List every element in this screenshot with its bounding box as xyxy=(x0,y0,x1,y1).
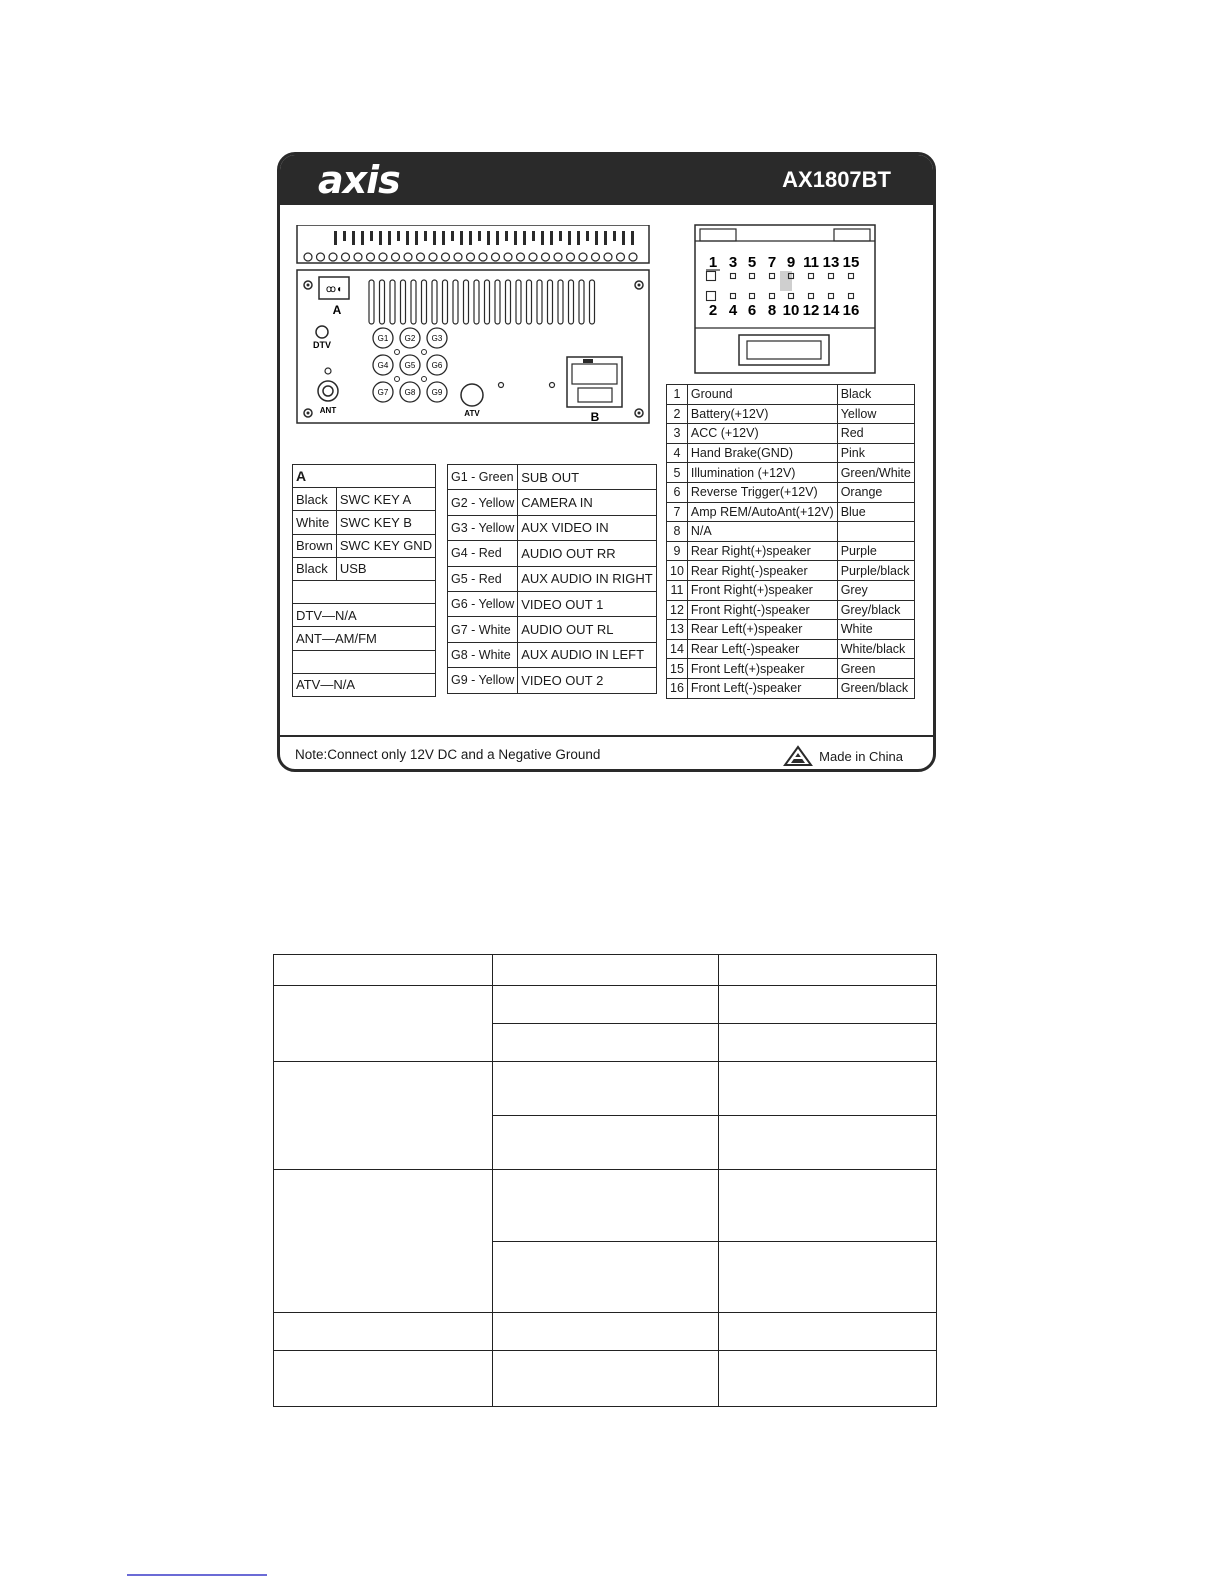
table-row xyxy=(667,424,915,444)
rca-jack-label: G5 xyxy=(404,361,416,370)
table-cell: G3 - Yellow xyxy=(448,515,518,540)
table-cell: White xyxy=(293,511,337,534)
table-cell: Black xyxy=(293,557,337,580)
table-cell xyxy=(719,1242,937,1313)
table-cell xyxy=(492,1116,719,1170)
table-cell: Front Left(+)speaker xyxy=(687,659,837,679)
made-in-label xyxy=(783,745,903,767)
table-cell: AUX AUDIO IN RIGHT xyxy=(518,566,656,591)
table-a-note: ANT—AM/FM xyxy=(293,627,436,650)
table-row xyxy=(448,515,657,540)
table-cell xyxy=(719,1062,937,1116)
rca-jack-grid xyxy=(373,328,447,402)
table-cell: Rear Right(+)speaker xyxy=(687,541,837,561)
table-cell: G6 - Yellow xyxy=(448,591,518,616)
table-row xyxy=(667,463,915,483)
pin-number: 2 xyxy=(708,302,718,319)
table-cell: AUDIO OUT RR xyxy=(518,541,656,566)
table-cell: G2 - Yellow xyxy=(448,490,518,515)
table-cell xyxy=(274,955,493,986)
label-b: B xyxy=(590,410,600,424)
table-cell xyxy=(492,955,719,986)
table-row xyxy=(293,534,436,557)
rca-jack-label: G6 xyxy=(431,361,443,370)
wiring-table xyxy=(666,384,915,699)
table-cell: 9 xyxy=(667,541,688,561)
table-a-note xyxy=(293,580,436,603)
table-row xyxy=(448,642,657,667)
rear-panel-diagram xyxy=(294,225,654,430)
table-cell: 6 xyxy=(667,482,688,502)
pin-number: 13 xyxy=(822,254,840,271)
table-cell: Green/White xyxy=(837,463,914,483)
table-cell: Hand Brake(GND) xyxy=(687,443,837,463)
table-cell: Rear Left(-)speaker xyxy=(687,639,837,659)
table-row xyxy=(667,482,915,502)
table-cell: Front Left(-)speaker xyxy=(687,678,837,698)
table-cell: Amp REM/AutoAnt(+12V) xyxy=(687,502,837,522)
table-cell xyxy=(492,1024,719,1062)
table-cell: Purple xyxy=(837,541,914,561)
rca-jack-label: G1 xyxy=(377,334,389,343)
table-cell: Black xyxy=(837,385,914,405)
table-cell xyxy=(274,1062,493,1170)
wiring-label-card xyxy=(277,152,936,772)
table-row xyxy=(448,617,657,642)
table-cell xyxy=(492,1062,719,1116)
compliance-mark-icon xyxy=(783,745,813,767)
table-cell xyxy=(274,1170,493,1313)
table-row xyxy=(667,522,915,542)
pin-number: 9 xyxy=(786,254,796,271)
pin-number: 14 xyxy=(822,302,840,319)
table-cell: USB xyxy=(336,557,435,580)
table-a-title: A xyxy=(293,465,436,488)
table-cell: Orange xyxy=(837,482,914,502)
table-cell: 11 xyxy=(667,580,688,600)
table-cell xyxy=(719,1170,937,1242)
table-cell xyxy=(274,986,493,1062)
table-cell: G5 - Red xyxy=(448,566,518,591)
pin-number: 7 xyxy=(767,254,777,271)
table-cell: VIDEO OUT 2 xyxy=(518,668,656,693)
table-cell: G7 - White xyxy=(448,617,518,642)
table-cell: AUDIO OUT RL xyxy=(518,617,656,642)
table-cell: Red xyxy=(837,424,914,444)
table-cell: G9 - Yellow xyxy=(448,668,518,693)
table-cell xyxy=(719,955,937,986)
table-cell xyxy=(719,986,937,1024)
table-cell: Battery(+12V) xyxy=(687,404,837,424)
table-cell: AUX AUDIO IN LEFT xyxy=(518,642,656,667)
table-row xyxy=(667,580,915,600)
table-cell xyxy=(837,522,914,542)
table-cell xyxy=(492,1313,719,1351)
table-row xyxy=(667,600,915,620)
table-cell xyxy=(719,1116,937,1170)
table-row xyxy=(448,668,657,693)
table-cell: Rear Right(-)speaker xyxy=(687,561,837,581)
connector-a-table xyxy=(292,464,436,697)
pin-number: 5 xyxy=(747,254,757,271)
table-cell xyxy=(719,1024,937,1062)
label-dtv: DTV xyxy=(313,340,331,350)
model-number: AX1807BT xyxy=(782,167,891,192)
table-row xyxy=(448,591,657,616)
table-cell: White/black xyxy=(837,639,914,659)
table-cell: Green/black xyxy=(837,678,914,698)
table-a-note xyxy=(293,650,436,673)
table-cell: G4 - Red xyxy=(448,541,518,566)
table-cell: 4 xyxy=(667,443,688,463)
table-row xyxy=(667,443,915,463)
table-row xyxy=(667,639,915,659)
pin-number: 1 xyxy=(708,254,718,271)
table-cell: Front Right(-)speaker xyxy=(687,600,837,620)
rca-table xyxy=(447,464,657,694)
table-cell: 7 xyxy=(667,502,688,522)
table-row xyxy=(667,620,915,640)
rca-jack-label: G8 xyxy=(404,388,416,397)
rca-jack-label: G2 xyxy=(404,334,416,343)
table-cell xyxy=(492,1242,719,1313)
rca-jack-label: G9 xyxy=(431,388,443,397)
table-cell: 8 xyxy=(667,522,688,542)
brand-logo: axis xyxy=(318,158,400,202)
table-cell: ACC (+12V) xyxy=(687,424,837,444)
table-cell: 12 xyxy=(667,600,688,620)
label-ant: ANT xyxy=(319,406,337,415)
pin-number: 11 xyxy=(803,254,819,271)
table-cell: White xyxy=(837,620,914,640)
table-cell: AUX VIDEO IN xyxy=(518,515,656,540)
table-cell xyxy=(492,1351,719,1407)
table-row xyxy=(448,490,657,515)
table-cell: G1 - Green xyxy=(448,465,518,490)
table-cell xyxy=(274,1313,493,1351)
table-row xyxy=(293,557,436,580)
table-cell: Yellow xyxy=(837,404,914,424)
pin-number: 15 xyxy=(842,254,860,271)
table-cell: SUB OUT xyxy=(518,465,656,490)
table-cell xyxy=(719,1313,937,1351)
table-cell: SWC KEY GND xyxy=(336,534,435,557)
table-cell: 16 xyxy=(667,678,688,698)
table-row xyxy=(667,541,915,561)
table-cell: N/A xyxy=(687,522,837,542)
svg-text:ꝏ◖: ꝏ◖ xyxy=(325,284,343,295)
voltage-note: Note:Connect only 12V DC and a Negative Ground xyxy=(295,747,601,762)
table-cell: Purple/black xyxy=(837,561,914,581)
table-cell: 14 xyxy=(667,639,688,659)
table-cell: CAMERA IN xyxy=(518,490,656,515)
pin-number: 10 xyxy=(782,302,800,319)
table-row xyxy=(667,561,915,581)
made-in-text: Made in China xyxy=(819,748,903,764)
table-row xyxy=(667,385,915,405)
footer-divider xyxy=(280,735,933,737)
pin-number: 12 xyxy=(802,302,820,319)
table-row xyxy=(293,511,436,534)
table-cell: Illumination (+12V) xyxy=(687,463,837,483)
table-cell: Green xyxy=(837,659,914,679)
table-cell: Grey xyxy=(837,580,914,600)
table-cell xyxy=(274,1351,493,1407)
table-cell: SWC KEY A xyxy=(336,488,435,511)
table-cell xyxy=(492,986,719,1024)
table-cell: Reverse Trigger(+12V) xyxy=(687,482,837,502)
table-row xyxy=(667,502,915,522)
table-cell: 1 xyxy=(667,385,688,405)
table-cell xyxy=(492,1170,719,1242)
table-cell: Brown xyxy=(293,534,337,557)
pin-number: 3 xyxy=(728,254,738,271)
footer-link-underline xyxy=(127,1574,267,1576)
table-row xyxy=(667,678,915,698)
table-cell: 3 xyxy=(667,424,688,444)
table-a-note: ATV—N/A xyxy=(293,673,436,696)
pin-number: 4 xyxy=(728,302,738,319)
table-cell: 10 xyxy=(667,561,688,581)
header-band xyxy=(280,155,933,205)
label-a: A xyxy=(332,303,342,317)
table-cell: Blue xyxy=(837,502,914,522)
pin-number: 6 xyxy=(747,302,757,319)
iso-connector-diagram xyxy=(692,223,877,378)
table-cell: 13 xyxy=(667,620,688,640)
table-cell xyxy=(719,1351,937,1407)
table-cell: SWC KEY B xyxy=(336,511,435,534)
table-cell: Rear Left(+)speaker xyxy=(687,620,837,640)
table-cell: Grey/black xyxy=(837,600,914,620)
table-row xyxy=(293,488,436,511)
rca-jack-label: G3 xyxy=(431,334,443,343)
table-row xyxy=(448,566,657,591)
table-row xyxy=(667,659,915,679)
table-row xyxy=(667,404,915,424)
table-cell: Pink xyxy=(837,443,914,463)
table-row xyxy=(448,465,657,490)
spec-table xyxy=(273,954,937,1407)
table-cell: G8 - White xyxy=(448,642,518,667)
table-cell: Front Right(+)speaker xyxy=(687,580,837,600)
table-cell: Black xyxy=(293,488,337,511)
rca-jack-label: G7 xyxy=(377,388,389,397)
pin-number: 8 xyxy=(767,302,777,319)
label-atv: ATV xyxy=(464,409,480,418)
table-cell: VIDEO OUT 1 xyxy=(518,591,656,616)
table-a-note: DTV—N/A xyxy=(293,604,436,627)
pin-number: 16 xyxy=(842,302,860,319)
table-row xyxy=(448,541,657,566)
table-cell: 2 xyxy=(667,404,688,424)
table-cell: 15 xyxy=(667,659,688,679)
table-cell: Ground xyxy=(687,385,837,405)
rca-jack-label: G4 xyxy=(377,361,389,370)
table-cell: 5 xyxy=(667,463,688,483)
